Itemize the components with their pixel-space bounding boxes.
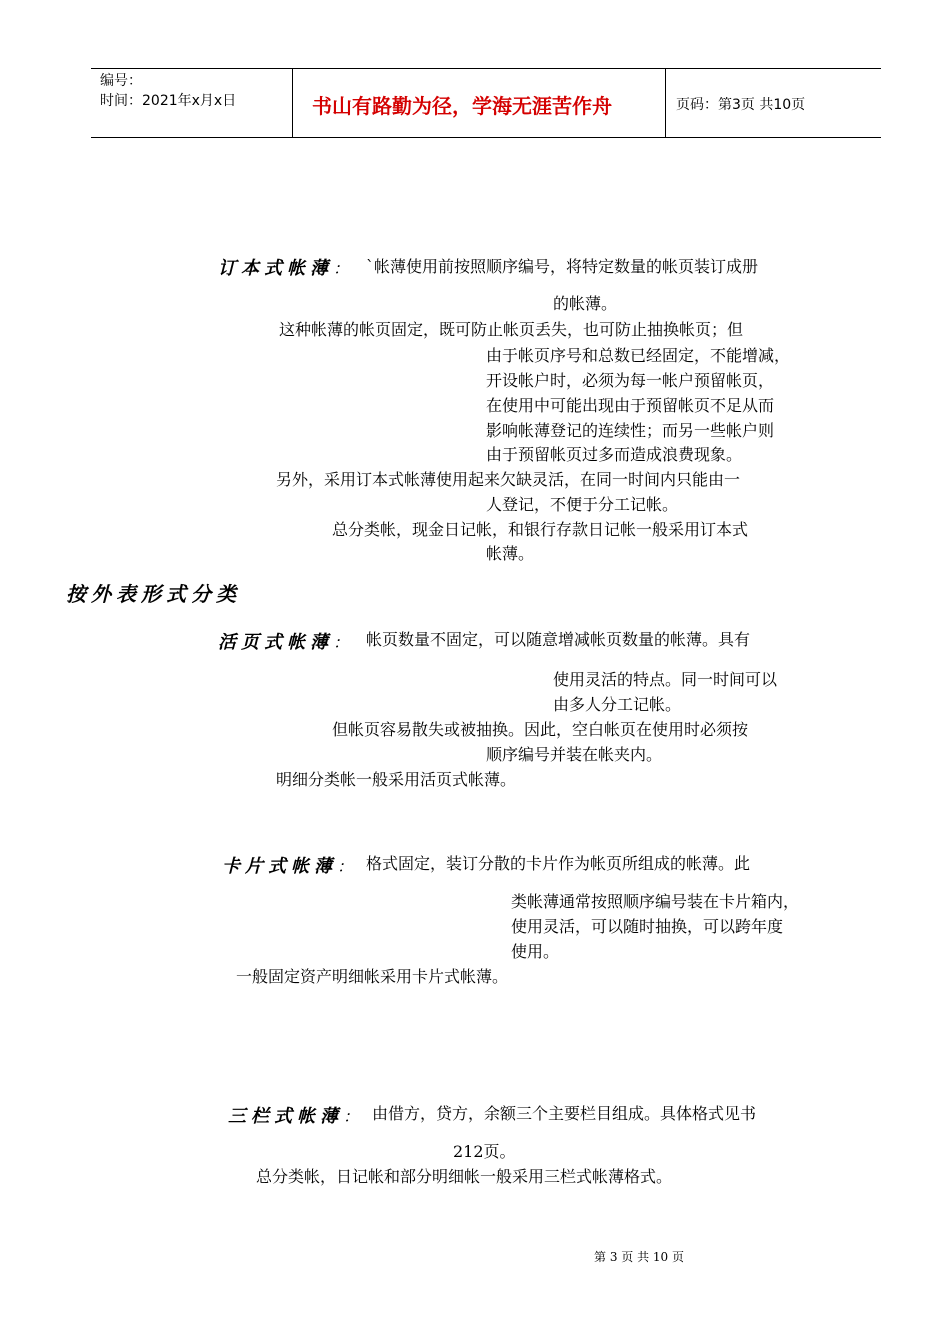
page-info: 页码：第3页 共10页 xyxy=(676,97,806,113)
number-label: 编号： xyxy=(100,73,142,89)
bound-line-7: 影响帐薄登记的连续性；而另一些帐户则 xyxy=(486,421,775,440)
loose-line-1: 帐页数量不固定，可以随意增减帐页数量的帐薄。具有 xyxy=(366,630,751,649)
bound-line-10: 人登记，不便于分工记帐。 xyxy=(486,495,679,514)
card-line-5: 一般固定资产明细帐采用卡片式帐薄。 xyxy=(236,967,509,986)
term-label: 订本式帐薄 xyxy=(218,258,333,279)
term-colon: ： xyxy=(333,259,350,278)
bound-line-6: 在使用中可能出现由于预留帐页不足从而 xyxy=(486,396,775,415)
bound-line-3: 这种帐薄的帐页固定，既可防止帐页丢失，也可防止抽换帐页；但 xyxy=(279,320,744,339)
term-colon: ： xyxy=(333,633,350,652)
bound-line-1: `帐薄使用前按照顺序编号，将特定数量的帐页装订成册 xyxy=(366,257,759,276)
page-footer: 第 3 页 共 10 页 xyxy=(594,1250,684,1264)
term-three-column xyxy=(228,1102,359,1128)
bound-line-5: 开设帐户时，必须为每一帐户预留帐页， xyxy=(486,371,775,390)
header-motto: 书山有路勤为径，学海无涯苦作舟 xyxy=(312,94,612,118)
card-line-3: 使用灵活，可以随时抽换，可以跨年度 xyxy=(511,917,784,936)
loose-line-3: 由多人分工记帐。 xyxy=(553,695,682,714)
time-label: 时间：2021年x月x日 xyxy=(100,93,237,109)
loose-line-6: 明细分类帐一般采用活页式帐薄。 xyxy=(276,770,517,789)
three-line-1: 由借方，贷方，余额三个主要栏目组成。具体格式见书 xyxy=(372,1104,757,1123)
loose-line-4: 但帐页容易散失或被抽换。因此，空白帐页在使用时必须按 xyxy=(332,720,749,739)
term-loose-leaf xyxy=(218,628,349,654)
term-colon: ： xyxy=(343,1107,360,1126)
loose-line-2: 使用灵活的特点。同一时间可以 xyxy=(553,670,778,689)
bound-line-9: 另外，采用订本式帐薄使用起来欠缺灵活，在同一时间内只能由一 xyxy=(276,470,741,489)
loose-line-5: 顺序编号并装在帐夹内。 xyxy=(486,745,663,764)
three-line-2: 212页。 xyxy=(453,1142,516,1161)
term-colon: ： xyxy=(337,857,354,876)
term-label: 三栏式帐薄 xyxy=(228,1106,343,1127)
term-label: 卡片式帐薄 xyxy=(222,856,337,877)
header-divider xyxy=(665,69,666,137)
three-line-3: 总分类帐，日记帐和部分明细帐一般采用三栏式帐薄格式。 xyxy=(256,1167,673,1186)
term-bound-book xyxy=(218,254,349,280)
section-title: 按外表形式分类 xyxy=(66,582,241,606)
card-line-4: 使用。 xyxy=(511,942,560,961)
term-card xyxy=(222,852,353,878)
bound-line-11: 总分类帐，现金日记帐，和银行存款日记帐一般采用订本式 xyxy=(332,520,749,539)
header-divider xyxy=(292,69,293,137)
card-line-1: 格式固定，装订分散的卡片作为帐页所组成的帐薄。此 xyxy=(366,854,751,873)
card-line-2: 类帐薄通常按照顺序编号装在卡片箱内， xyxy=(511,892,800,911)
bound-line-8: 由于预留帐页过多而造成浪费现象。 xyxy=(486,445,743,464)
bound-line-4: 由于帐页序号和总数已经固定，不能增减， xyxy=(486,346,791,365)
bound-line-2: 的帐薄。 xyxy=(553,294,618,313)
term-label: 活页式帐薄 xyxy=(218,632,333,653)
bound-line-12: 帐薄。 xyxy=(486,544,535,563)
